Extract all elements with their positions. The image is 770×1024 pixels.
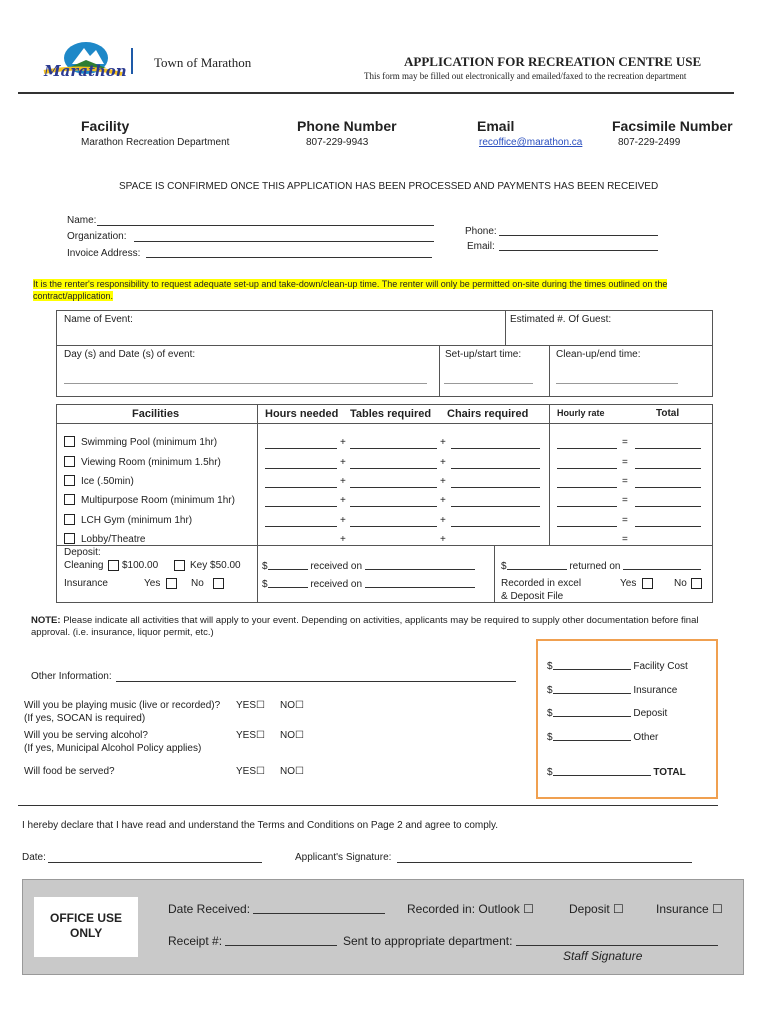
hours-input[interactable]	[265, 506, 337, 507]
insurance-label: Insurance	[64, 578, 108, 589]
insurance-cost-line[interactable]: $ Insurance	[547, 685, 678, 696]
phone-label: Phone Number	[297, 118, 397, 134]
date-input[interactable]	[48, 862, 262, 863]
plus-sign: +	[440, 476, 446, 487]
insurance-no-label: No	[191, 578, 204, 589]
facility-checkbox[interactable]	[64, 533, 75, 544]
key-checkbox[interactable]	[174, 560, 185, 571]
rate-input[interactable]	[557, 468, 617, 469]
equals-sign: =	[622, 515, 628, 526]
setup-label: Set-up/start time:	[445, 349, 522, 360]
facility-checkbox[interactable]	[64, 494, 75, 505]
food-yes[interactable]: YES☐	[236, 766, 265, 777]
deposit-cost-line[interactable]: $ Deposit	[547, 708, 668, 719]
name-input[interactable]	[97, 225, 434, 226]
responsibility-notice: It is the renter's responsibility to request adequate set-up and take-down/clean-up time. The renter will only be permitted on-site during the times outlined on the contract/application.	[33, 279, 668, 301]
col-chairs: Chairs required	[447, 408, 529, 420]
recorded-outlook[interactable]: Recorded in: Outlook ☐	[407, 902, 534, 916]
facility-name: Multipurpose Room (minimum 1hr)	[81, 495, 235, 506]
date-label: Date:	[22, 852, 46, 863]
plus-sign: +	[340, 476, 346, 487]
equals-sign: =	[622, 476, 628, 487]
total-input[interactable]	[635, 506, 701, 507]
key-label: Key $50.00	[190, 560, 241, 571]
facility-name: Lobby/Theatre	[81, 534, 146, 545]
plus-sign: +	[340, 534, 346, 545]
facility-value: Marathon Recreation Department	[81, 137, 230, 148]
confirmation-notice: SPACE IS CONFIRMED ONCE THIS APPLICATION HAS BEEN PROCESSED AND PAYMENTS HAS BEEN RECEIVED	[119, 181, 659, 192]
facility-name: Viewing Room (minimum 1.5hr)	[81, 457, 221, 468]
event-name-box[interactable]	[56, 310, 713, 346]
alcohol-sub: (If yes, Municipal Alcohol Policy applies)	[24, 743, 202, 754]
music-yes[interactable]: YES☐	[236, 700, 265, 711]
rate-input[interactable]	[557, 526, 617, 527]
deposit-label: Deposit:	[64, 547, 101, 558]
deposit-file-label: & Deposit File	[501, 591, 564, 602]
recorded-excel-label: Recorded in excel	[501, 578, 582, 589]
hours-input[interactable]	[265, 487, 337, 488]
receipt-number[interactable]: Receipt #:	[168, 934, 337, 948]
insurance-yes-label: Yes	[144, 578, 161, 589]
recorded-yes-checkbox[interactable]	[642, 578, 653, 589]
office-title-2: ONLY	[70, 926, 103, 940]
facility-cost-line[interactable]: $ Facility Cost	[547, 661, 688, 672]
invoice-label: Invoice Address:	[67, 248, 141, 259]
chairs-input[interactable]	[451, 487, 540, 488]
total-input[interactable]	[635, 487, 701, 488]
plus-sign: +	[340, 457, 346, 468]
plus-sign: +	[440, 515, 446, 526]
deposit-box	[56, 545, 713, 603]
sent-department[interactable]: Sent to appropriate department:	[343, 934, 718, 948]
other-info-label: Other Information:	[31, 671, 112, 682]
event-dates-label: Day (s) and Date (s) of event:	[64, 349, 196, 360]
chairs-input[interactable]	[451, 468, 540, 469]
col-total: Total	[656, 408, 680, 419]
signature-input[interactable]	[397, 862, 692, 863]
chairs-input[interactable]	[451, 448, 540, 449]
facility-checkbox[interactable]	[64, 514, 75, 525]
facility-checkbox[interactable]	[64, 475, 75, 486]
phone-value: 807-229-9943	[306, 137, 369, 148]
cleaning-label: Cleaning	[64, 560, 104, 571]
food-no[interactable]: NO☐	[280, 766, 304, 777]
email-label: Email	[477, 118, 515, 134]
facility-checkbox[interactable]	[64, 436, 75, 447]
equals-sign: =	[622, 495, 628, 506]
event-name-label: Name of Event:	[64, 314, 133, 325]
col-hours: Hours needed	[265, 408, 339, 420]
logo-text: Marathon	[44, 62, 127, 80]
tables-input[interactable]	[350, 487, 437, 488]
food-question: Will food be served?	[24, 766, 115, 777]
plus-sign: +	[340, 515, 346, 526]
office-deposit[interactable]: Deposit ☐	[569, 902, 624, 916]
fax-value: 807-229-2499	[618, 137, 681, 148]
name-label: Name:	[67, 215, 97, 226]
alcohol-yes[interactable]: YES☐	[236, 730, 265, 741]
tables-input[interactable]	[350, 506, 437, 507]
plus-sign: +	[440, 534, 446, 545]
equals-sign: =	[622, 437, 628, 448]
total-input[interactable]	[635, 526, 701, 527]
date-received[interactable]: Date Received:	[168, 902, 385, 916]
organization-input[interactable]	[134, 241, 434, 242]
town-logo	[38, 38, 130, 86]
page-subtitle: This form may be filled out electronically and emailed/faxed to the recreation department	[364, 71, 687, 81]
music-no[interactable]: NO☐	[280, 700, 304, 711]
total-input[interactable]	[635, 468, 701, 469]
music-question: Will you be playing music (live or recorded)?	[24, 700, 221, 711]
email-link[interactable]: recoffice@marathon.ca	[479, 137, 583, 148]
music-sub: (If yes, SOCAN is required)	[24, 713, 146, 724]
plus-sign: +	[340, 437, 346, 448]
plus-sign: +	[440, 457, 446, 468]
total-input[interactable]	[635, 448, 701, 449]
declaration-rule	[18, 805, 718, 806]
plus-sign: +	[340, 495, 346, 506]
insurance-no-checkbox[interactable]	[213, 578, 224, 589]
rate-input[interactable]	[557, 506, 617, 507]
office-title-1: OFFICE USE	[50, 911, 123, 925]
total-cost-line[interactable]: $ TOTAL	[547, 767, 686, 778]
town-name: Town of Marathon	[154, 55, 252, 70]
activities-note: NOTE: Please indicate all activities that will apply to your event. Depending on activities, applicants may be required to supply other documentation before final approval. (i.e. insurance, liquor permit, etc.)	[31, 615, 699, 638]
facility-name: LCH Gym (minimum 1hr)	[81, 515, 193, 526]
recorded-no-checkbox[interactable]	[691, 578, 702, 589]
insurance-yes-checkbox[interactable]	[166, 578, 177, 589]
staff-signature-label: Staff Signature	[563, 949, 643, 963]
col-rate: Hourly rate	[557, 408, 605, 418]
applicant-email-input[interactable]	[499, 250, 658, 251]
guests-label: Estimated #. Of Guest:	[510, 314, 612, 325]
facility-checkbox[interactable]	[64, 456, 75, 467]
col-tables: Tables required	[350, 408, 432, 420]
rate-input[interactable]	[557, 487, 617, 488]
hours-input[interactable]	[265, 468, 337, 469]
organization-label: Organization:	[67, 231, 127, 242]
facility-label: Facility	[81, 118, 130, 134]
other-cost-line[interactable]: $ Other	[547, 732, 659, 743]
applicant-phone-input[interactable]	[499, 235, 658, 236]
rate-input[interactable]	[557, 448, 617, 449]
alcohol-no[interactable]: NO☐	[280, 730, 304, 741]
facility-name: Ice (.50min)	[81, 476, 134, 487]
office-insurance[interactable]: Insurance ☐	[656, 902, 723, 916]
fax-label: Facsimile Number	[612, 118, 733, 134]
equals-sign: =	[622, 457, 628, 468]
other-info-input[interactable]	[116, 681, 516, 682]
alcohol-question: Will you be serving alcohol?	[24, 730, 148, 741]
header-rule	[18, 92, 734, 94]
invoice-input[interactable]	[146, 257, 432, 258]
signature-label: Applicant's Signature:	[295, 852, 392, 863]
equals-sign: =	[622, 534, 628, 545]
deposit-returned[interactable]: $ returned on	[501, 560, 701, 572]
recorded-no-label: No	[674, 578, 687, 589]
chairs-input[interactable]	[451, 506, 540, 507]
hours-input[interactable]	[265, 526, 337, 527]
chairs-input[interactable]	[451, 526, 540, 527]
facility-name: Swimming Pool (minimum 1hr)	[81, 437, 218, 448]
page-title: APPLICATION FOR RECREATION CENTRE USE	[404, 54, 702, 69]
cleanup-label: Clean-up/end time:	[556, 349, 641, 360]
cleaning-amount: $100.00	[122, 560, 159, 571]
tables-input[interactable]	[350, 526, 437, 527]
declaration-text: I hereby declare that I have read and understand the Terms and Conditions on Page 2 and agree to comply.	[22, 820, 499, 831]
deposit-received-1[interactable]: $ received on	[262, 560, 475, 572]
col-facilities: Facilities	[132, 408, 180, 420]
applicant-email-label: Email:	[467, 241, 495, 252]
plus-sign: +	[440, 495, 446, 506]
tables-input[interactable]	[350, 468, 437, 469]
plus-sign: +	[440, 437, 446, 448]
recorded-yes-label: Yes	[620, 578, 637, 589]
cleaning-checkbox[interactable]	[108, 560, 119, 571]
applicant-phone-label: Phone:	[465, 226, 497, 237]
hours-input[interactable]	[265, 448, 337, 449]
deposit-received-2[interactable]: $ received on	[262, 578, 475, 590]
tables-input[interactable]	[350, 448, 437, 449]
